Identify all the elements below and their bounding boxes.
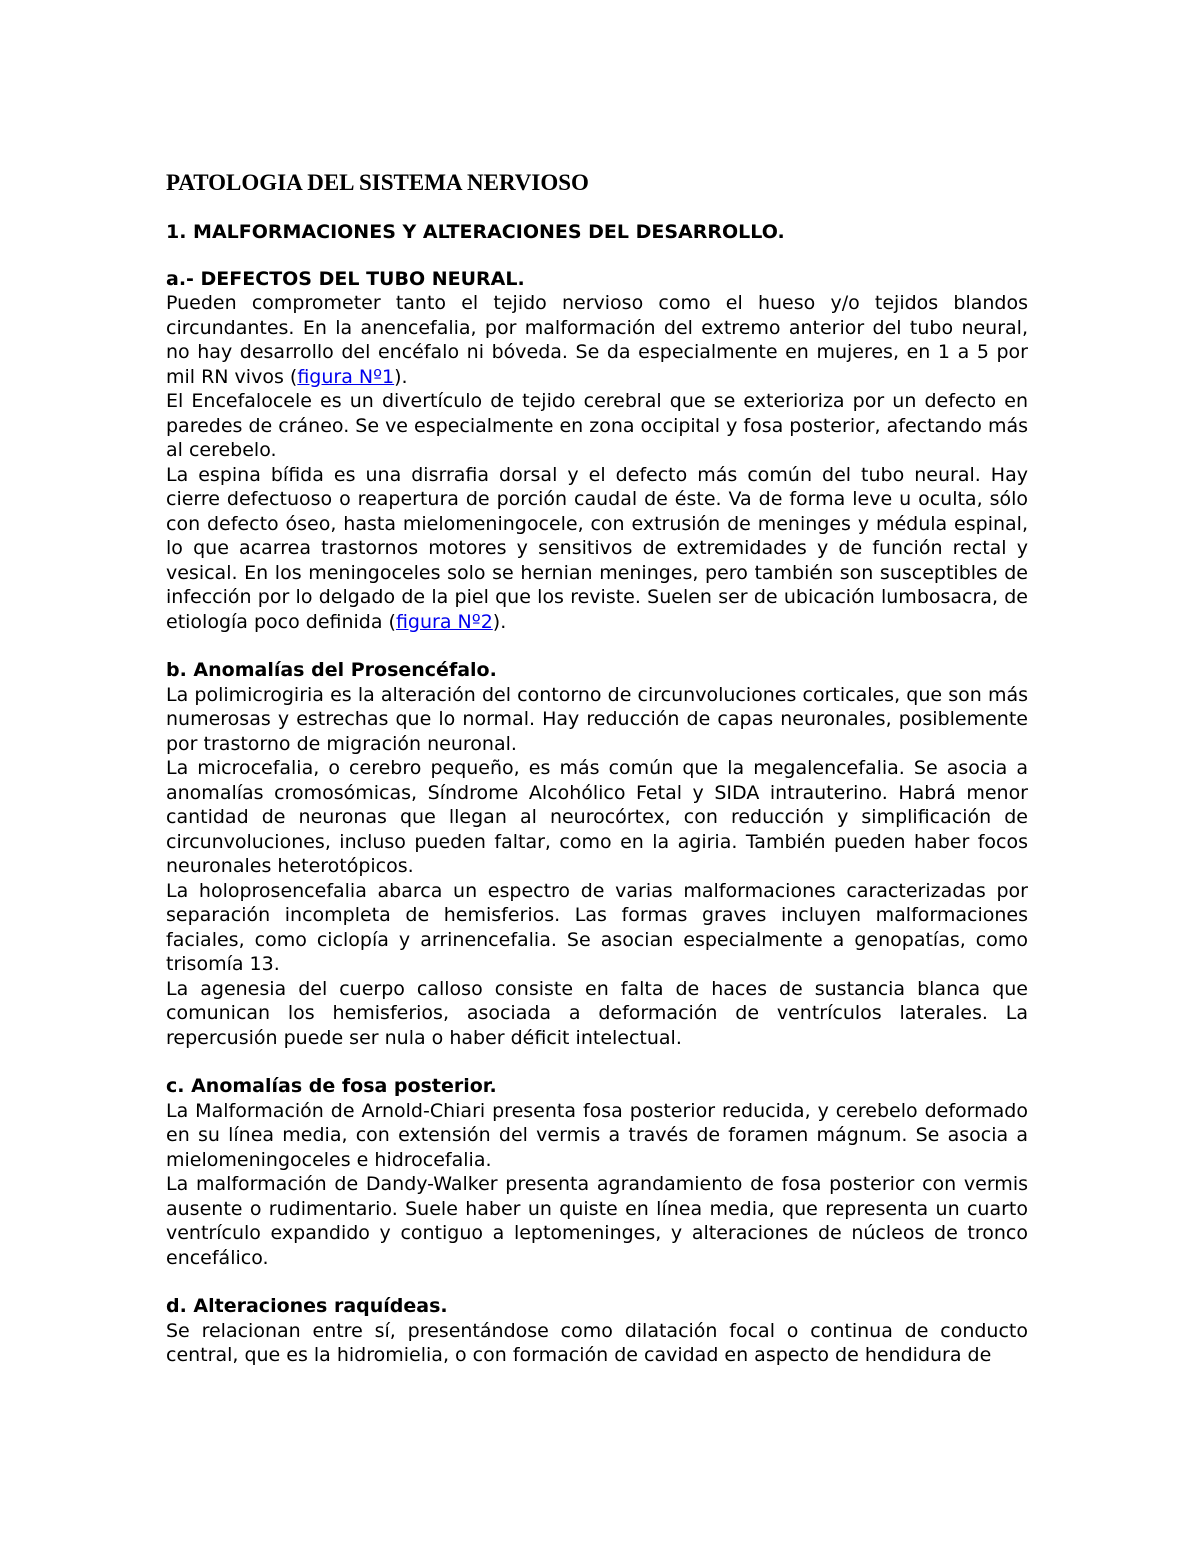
paragraph-dandy-walker: La malformación de Dandy-Walker presenta agrandamiento de fosa posterior con vermis ausente o rudimentario. Suele haber un quiste en línea media, que representa un cuarto ventrículo expandido y contiguo a leptomeninges, y alteraciones de núcleos de tronco encefálico.	[166, 1173, 1028, 1269]
subsection-heading-b: b. Anomalías del Prosencéfalo.	[166, 659, 497, 681]
paragraph-holoprosencefalia: La holoprosencefalia abarca un espectro de varias malformaciones caracterizadas por separación incompleta de hemisferios. Las formas graves incluyen malformaciones faciales, como ciclopía y arrinencefalia. Se asocian especialmente a genopatías, como trisomía 13.	[166, 879, 1028, 975]
paragraph-text: Pueden comprometer tanto el tejido nervioso como el hueso y/o tejidos blandos circundantes. En la anencefalia, por malformación del extremo anterior del tubo neural, no hay desarrollo del encéfalo ni bóveda. Se da especialmente en mujeres, en 1 a 5 por mil RN vivos (	[166, 292, 1028, 388]
paragraph-polimicrogiria: La polimicrogiria es la alteración del contorno de circunvoluciones corticales, que son más numerosas y estrechas que lo normal. Hay reducción de capas neuronales, posiblemente por trastorno de migración neuronal.	[166, 683, 1028, 755]
paragraph-alteraciones-raquideas: Se relacionan entre sí, presentándose como dilatación focal o continua de conducto central, que es la hidromielia, o con formación de cavidad en aspecto de hendidura de	[166, 1319, 1028, 1366]
paragraph-microcefalia: La microcefalia, o cerebro pequeño, es más común que la megalencefalia. Se asocia a anomalías cromosómicas, Síndrome Alcohólico Fetal y SIDA intrauterino. Habrá menor cantidad de neuronas que llegan al neurocórtex, con reducción y simplificación de circunvoluciones, incluso pueden faltar, como en la agiria. También pueden haber focos neuronales heterotópicos.	[166, 757, 1028, 877]
paragraph-encefalocele: El Encefalocele es un divertículo de tejido cerebral que se exterioriza por un defecto en paredes de cráneo. Se ve especialmente en zona occipital y fosa posterior, afectando más al cerebelo.	[166, 390, 1028, 461]
paragraph-agenesia-cuerpo-calloso: La agenesia del cuerpo calloso consiste en falta de haces de sustancia blanca que comunican los hemisferios, asociada a deformación de ventrículos laterales. La repercusión puede ser nula o haber déficit intelectual.	[166, 977, 1028, 1049]
subsection-heading-a: a.- DEFECTOS DEL TUBO NEURAL.	[166, 267, 525, 290]
figure-1-link[interactable]: figura Nº1	[297, 365, 395, 388]
paragraph-text: ).	[492, 610, 507, 633]
subsection-heading-c: c. Anomalías de fosa posterior.	[166, 1075, 497, 1097]
paragraph-anencefalia	[166, 291, 1028, 389]
subsection-heading-d: d. Alteraciones raquídeas.	[166, 1295, 448, 1317]
paragraph-espina-bifida	[166, 463, 1028, 635]
paragraph-arnold-chiari: La Malformación de Arnold-Chiari presenta fosa posterior reducida, y cerebelo deformado en su línea media, con extensión del vermis a través de foramen mágnum. Se asocia a mielomeningoceles e hidrocefalia.	[166, 1099, 1028, 1171]
document-title: PATOLOGIA DEL SISTEMA NERVIOSO	[166, 170, 589, 195]
figure-2-link[interactable]: figura Nº2	[395, 610, 493, 633]
section-heading: 1. MALFORMACIONES Y ALTERACIONES DEL DESARROLLO.	[166, 221, 785, 243]
paragraph-text: ).	[394, 365, 408, 388]
paragraph-text: La espina bífida es una disrrafia dorsal y el defecto más común del tubo neural. Hay cierre defectuoso o reapertura de porción caudal de éste. Va de forma leve u oculta, sólo con defecto óseo, hasta mielomeningocele, con extrusión de meninges y médula espinal, lo que acarrea trastornos motores y sensitivos de extremidades y de función rectal y vesical. En los meningoceles solo se hernian meninges, pero también son susceptibles de infección por lo delgado de la piel que los reviste. Suelen ser de ubicación lumbosacra, de etiología poco definida (	[166, 463, 1028, 633]
document-page	[166, 168, 1028, 1368]
